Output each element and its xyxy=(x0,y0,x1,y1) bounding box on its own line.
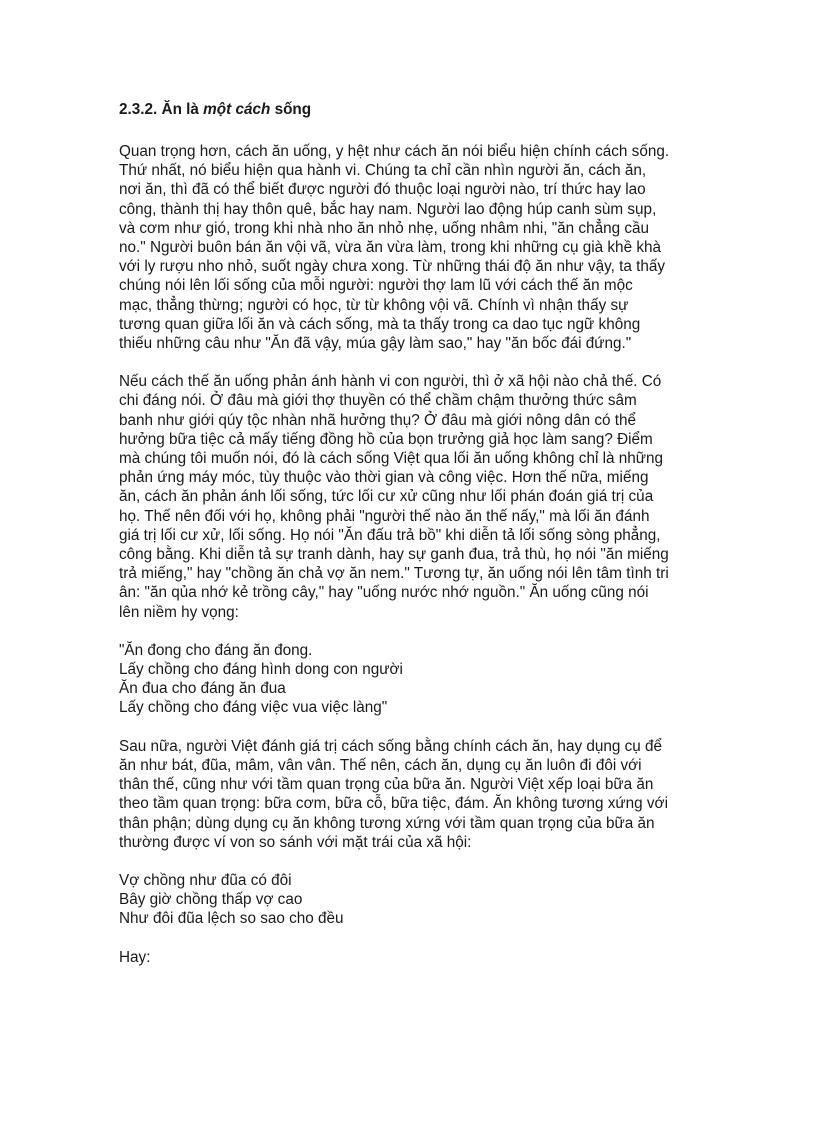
text-line: chúng nói lên lối sống của mỗi người: người thợ lam lũ với cách thế ăn mộc xyxy=(119,277,633,295)
text-line: mà chúng tôi muốn nói, đó là cách sống Việt qua lối ăn uống không chỉ là những xyxy=(119,450,664,468)
text-line: thường được ví von so sánh với mặt trái của xã hội: xyxy=(119,833,472,851)
heading-suffix: sống xyxy=(270,101,312,118)
text-line: họ. Thế nên đối với họ, không phải "người thế nào ăn thế nấy," mà lối ăn đánh xyxy=(119,507,650,525)
text-line: ăn như bát, đũa, mâm, vân vân. Thế nên, cách ăn, dụng cụ ăn luôn đi đôi với xyxy=(119,756,642,774)
text-line: công, thành thị hay thôn quê, bắc hay nam. Người lao động húp canh sùm sụp, xyxy=(119,200,657,218)
text-line: chi đáng nói. Ở đâu mà giới thợ thuyền có thể chầm chậm thưởng thức sâm xyxy=(119,392,637,410)
text-line: hưởng bữa tiệc cả mấy tiếng đồng hồ của bọn trưởng giả học làm sang? Điểm xyxy=(119,430,653,448)
text-line: nơi ăn, thì đã có thể biết được người đó thuộc loại người nào, trí thức hay lao xyxy=(119,181,646,199)
verse-line: Như đôi đũa lệch so sao cho đều xyxy=(119,910,344,928)
verse-line: Lấy chồng cho đáng hình dong con người xyxy=(119,661,403,679)
closing-text xyxy=(119,948,704,967)
text-line: Sau nữa, người Việt đánh giá trị cách sống bằng chính cách ăn, hay dụng cụ để xyxy=(119,737,663,755)
paragraph-2 xyxy=(119,372,704,622)
text-line: thiếu những câu như "Ăn đã vậy, múa gậy làm sao," hay "ăn bốc đái đứng." xyxy=(119,335,632,353)
text-line: Hay: xyxy=(119,948,151,966)
verse-line: Ăn đua cho đáng ăn đua xyxy=(119,680,286,698)
text-line: Quan trọng hơn, cách ăn uống, y hệt như cách ăn nói biểu hiện chính cách sống. xyxy=(119,143,670,160)
verse-2 xyxy=(119,871,704,929)
text-line: lên niềm hy vọng: xyxy=(119,603,239,621)
text-line: phản ứng máy móc, tùy thuộc vào thời gian và công việc. Hơn thế nữa, miếng xyxy=(119,469,649,487)
text-line: ăn, cách ăn phản ánh lối sống, tức lối cư xử cũng như lối phán đoán giá trị của xyxy=(119,488,654,506)
heading-prefix: 2.3.2. Ăn là xyxy=(119,101,204,118)
text-line: mạc, thẳng thừng; người có học, từ từ không vội vã. Chính vì nhận thấy sự xyxy=(119,296,629,314)
text-line: tương quan giữa lối ăn và cách sống, mà ta thấy trong ca dao tục ngữ không xyxy=(119,315,641,333)
verse-1 xyxy=(119,641,704,718)
text-line: ân: "ăn qủa nhớ kẻ trồng cây," hay "uống nước nhớ nguồn." Ăn uống cũng nói xyxy=(119,584,649,602)
text-line: no." Người buôn bán ăn vội vã, vừa ăn vừa làm, trong khi những cụ già khề khà xyxy=(119,239,661,257)
section-heading xyxy=(119,100,704,120)
paragraph-1 xyxy=(119,142,704,353)
document-page xyxy=(119,100,704,986)
text-line: Thứ nhất, nó biểu hiện qua hành vi. Chúng ta chỉ cần nhìn người ăn, cách ăn, xyxy=(119,162,647,180)
text-line: thân thế, cũng như với tầm quan trọng của bữa ăn. Người Việt xếp loại bữa ăn xyxy=(119,776,654,794)
verse-line: Vợ chồng như đũa có đôi xyxy=(119,871,292,889)
text-line: banh như giới qúy tộc nhàn nhã hưởng thụ? Ở đâu mà giới nông dân có thể xyxy=(119,411,637,429)
verse-line: Lấy chồng cho đáng việc vua việc làng" xyxy=(119,699,388,717)
heading-emphasis: một cách xyxy=(203,101,271,118)
text-line: và cơm như gió, trong khi nhà nho ăn nhỏ nhẹ, uống nhâm nhi, "ăn chẳng cầu xyxy=(119,219,650,237)
verse-line: Bây giờ chồng thấp vợ cao xyxy=(119,891,303,909)
text-line: công bằng. Khi diễn tả sự tranh dành, hay sự ganh đua, trả thù, họ nói "ăn miếng xyxy=(119,546,669,564)
text-line: giá trị lối cư xử, lối sống. Họ nói "Ăn đấu trả bồ" khi diễn tả lối sống sòng phẳng, xyxy=(119,526,661,544)
text-line: theo tầm quan trọng: bữa cơm, bữa cỗ, bữa tiệc, đám. Ăn không tương xứng với xyxy=(119,795,668,813)
verse-line: "Ăn đong cho đáng ăn đong. xyxy=(119,641,313,659)
text-line: thân phận; dùng dụng cụ ăn không tương xứng với tầm quan trọng của bữa ăn xyxy=(119,814,655,832)
paragraph-3 xyxy=(119,737,704,852)
text-line: với ly rượu nho nhỏ, suốt ngày chưa xong. Từ những thái độ ăn như vậy, ta thấy xyxy=(119,258,666,276)
text-line: trả miếng," hay "chồng ăn chả vợ ăn nem." Tương tự, ăn uống nói lên tâm tình tri xyxy=(119,565,669,583)
text-line: Nếu cách thế ăn uống phản ánh hành vi con người, thì ở xã hội nào chả thế. Có xyxy=(119,373,662,391)
